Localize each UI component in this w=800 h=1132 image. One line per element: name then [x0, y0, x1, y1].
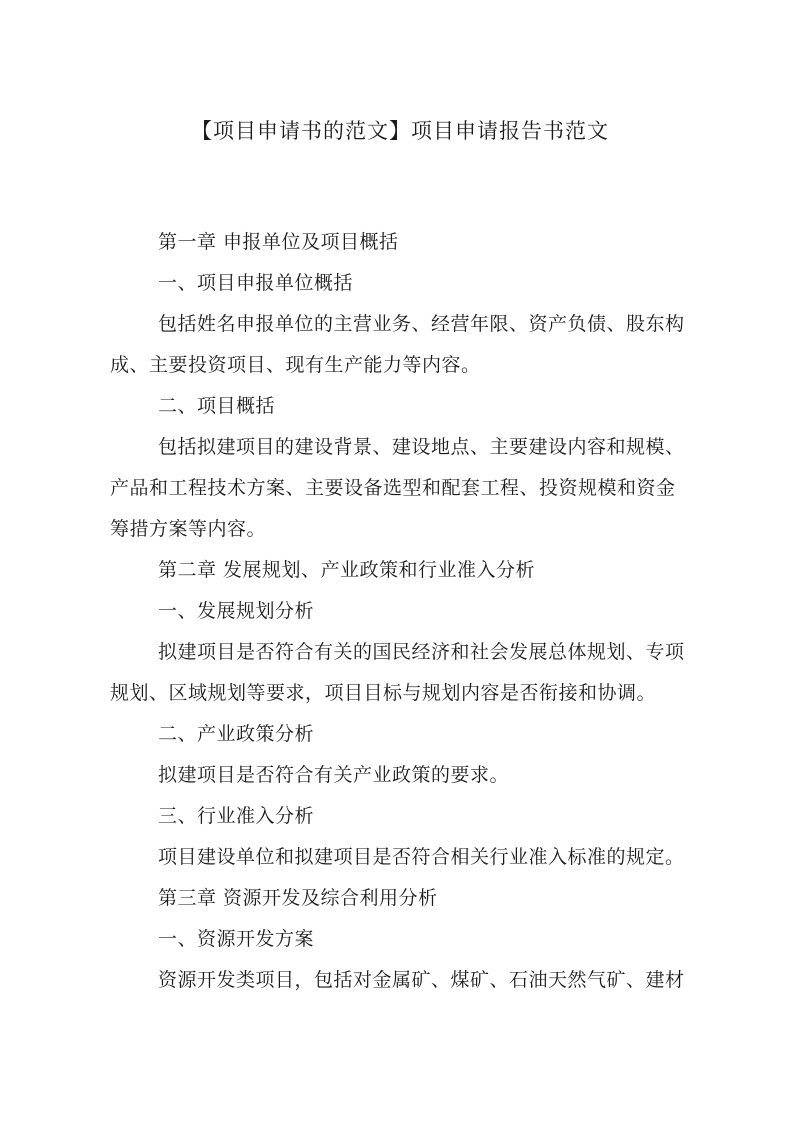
chapter-heading: 第二章 发展规划、产业政策和行业准入分析	[158, 559, 536, 581]
paragraph-line: 包括姓名申报单位的主营业务、经营年限、资产负债、股东构	[158, 313, 685, 335]
section-heading: 二、项目概括	[158, 395, 276, 417]
chapter-heading: 第三章 资源开发及综合利用分析	[158, 887, 438, 909]
paragraph-line: 拟建项目是否符合有关产业政策的要求。	[158, 764, 510, 786]
paragraph-line: 规划、区域规划等要求，项目目标与规划内容是否衔接和协调。	[110, 682, 657, 704]
paragraph-line: 资源开发类项目，包括对金属矿、煤矿、石油天然气矿、建材	[158, 969, 685, 991]
section-heading: 一、发展规划分析	[158, 600, 315, 622]
paragraph-line: 产品和工程技术方案、主要设备选型和配套工程、投资规模和资金	[110, 477, 676, 499]
paragraph-line: 包括拟建项目的建设背景、建设地点、主要建设内容和规模、	[158, 436, 685, 458]
section-heading: 三、行业准入分析	[158, 805, 315, 827]
paragraph-line: 项目建设单位和拟建项目是否符合相关行业准入标准的规定。	[158, 846, 685, 868]
document-body	[110, 222, 685, 1001]
section-heading: 二、产业政策分析	[158, 723, 315, 745]
section-heading: 一、项目申报单位概括	[158, 272, 354, 294]
section-heading: 一、资源开发方案	[158, 928, 315, 950]
document-title: 【项目申请书的范文】项目申请报告书范文	[191, 119, 609, 143]
paragraph-line: 拟建项目是否符合有关的国民经济和社会发展总体规划、专项	[158, 641, 685, 663]
chapter-heading: 第一章 申报单位及项目概括	[158, 231, 399, 253]
paragraph-line: 筹措方案等内容。	[110, 518, 267, 540]
paragraph-line: 成、主要投资项目、现有生产能力等内容。	[110, 354, 481, 376]
